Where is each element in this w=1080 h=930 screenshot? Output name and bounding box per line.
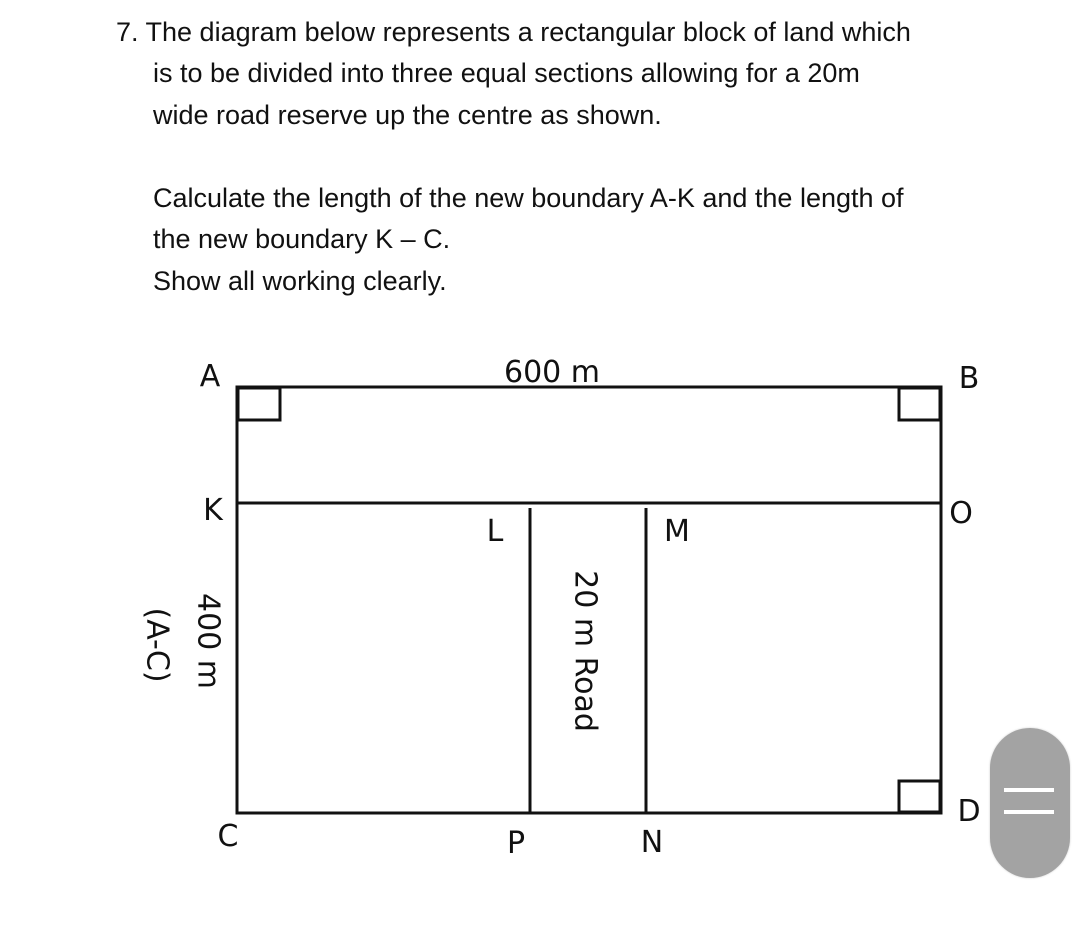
question-line-3: wide road reserve up the centre as shown. (153, 100, 662, 130)
question-line-5: the new boundary K – C. (153, 224, 451, 254)
label-a-c: (A-C) (139, 607, 175, 683)
label-o: O (949, 496, 973, 531)
question-line-4: Calculate the length of the new boundary A-K and the length of (153, 183, 904, 213)
label-600m: 600 m (503, 355, 601, 390)
question-line-1: 7. The diagram below represents a rectangular block of land which (116, 17, 911, 47)
label-road: 20 m Road (567, 570, 603, 732)
label-c: C (217, 819, 239, 854)
question-line-6: Show all working clearly. (153, 266, 447, 296)
question-line-2: is to be divided into three equal sections allowing for a 20m (153, 58, 860, 88)
label-l: L (486, 514, 504, 549)
label-d: D (957, 794, 981, 829)
label-n: N (640, 825, 664, 860)
label-400m: 400 m (190, 592, 226, 690)
label-b: B (958, 361, 980, 396)
label-m: M (664, 514, 690, 549)
label-k: K (203, 493, 223, 528)
label-a: A (199, 359, 221, 394)
label-p: P (506, 826, 526, 861)
